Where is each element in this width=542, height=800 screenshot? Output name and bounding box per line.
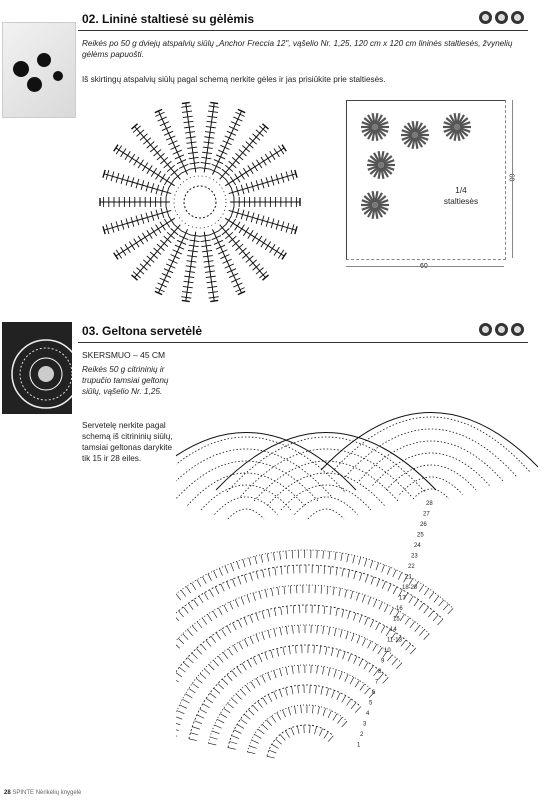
petal bbox=[100, 197, 170, 207]
petal bbox=[181, 231, 201, 302]
fan-loop bbox=[281, 485, 371, 510]
fan-loop bbox=[413, 489, 449, 499]
row-number: 21 bbox=[405, 574, 412, 581]
row-number: 24 bbox=[414, 543, 421, 549]
chart-row bbox=[176, 625, 402, 734]
row-number: 5 bbox=[369, 700, 373, 707]
fan-loop bbox=[268, 473, 385, 506]
scheme-caption: staltiesės bbox=[443, 197, 479, 206]
fan-loop bbox=[295, 497, 358, 515]
mini-flower bbox=[367, 151, 395, 179]
row-number: 2 bbox=[360, 732, 364, 738]
petal bbox=[223, 144, 287, 190]
difficulty-icons bbox=[479, 323, 524, 336]
flower-crochet-chart bbox=[90, 95, 310, 310]
petal bbox=[223, 214, 287, 260]
row-number: 11-13 bbox=[387, 637, 402, 644]
footer-source: SPINTE Nėrikėlių knygelė bbox=[12, 790, 82, 796]
page-footer bbox=[4, 790, 81, 796]
row-number: 28 bbox=[426, 501, 433, 507]
mini-flower bbox=[443, 113, 471, 141]
fan-loop bbox=[346, 429, 517, 477]
petal bbox=[103, 206, 173, 235]
row-number: 22 bbox=[408, 564, 415, 570]
petal bbox=[199, 231, 219, 302]
chart-row bbox=[267, 725, 333, 756]
petal bbox=[103, 169, 173, 198]
difficulty-icons bbox=[479, 11, 524, 24]
chart-row bbox=[189, 645, 388, 739]
pattern-02-title: 02. Lininė staltiesė su gėlėmis bbox=[82, 12, 255, 26]
difficulty-icon bbox=[511, 11, 524, 24]
width-dimension-line bbox=[346, 266, 504, 267]
row-number: 18-20 bbox=[402, 585, 418, 591]
doily-instructions: Servetelę nerkite pagal schemą iš citrininių siūlų, tamsiai geltonas darykite tik 15 ir 28 eiles. bbox=[82, 421, 173, 463]
row-number: 6 bbox=[372, 690, 376, 696]
scheme-fraction: 1/4 bbox=[455, 186, 467, 195]
fan-loop bbox=[254, 461, 398, 501]
chart-row bbox=[247, 705, 347, 752]
difficulty-icon bbox=[495, 11, 508, 24]
fan-loop bbox=[228, 509, 264, 519]
doily-materials: Reikės 50 g citrininių ir trupučio tamsiai geltonų siūlų, vąšelio Nr. 1,25. bbox=[82, 365, 169, 396]
fan-edge bbox=[321, 413, 538, 471]
row-number: 25 bbox=[417, 532, 424, 539]
fan-loop bbox=[332, 417, 530, 472]
row-number: 9 bbox=[381, 658, 385, 665]
dim-width: 60 bbox=[420, 263, 428, 270]
row-number: 23 bbox=[411, 553, 418, 560]
row-number: 7 bbox=[375, 679, 379, 686]
row-number: 1 bbox=[357, 742, 361, 749]
petal bbox=[230, 197, 300, 207]
doily-instructions-a bbox=[82, 420, 178, 464]
pattern-02-materials: Reikės po 50 g dviejų atspalvių siūlų „Anchor Freccia 12", vąšelio Nr. 1,25, 120 cm x 120 cm lininės staltiesės, žvynelių gėlėms papuošti. bbox=[82, 39, 513, 59]
flower-tablecloth-photo bbox=[2, 22, 76, 118]
mini-flower bbox=[361, 113, 389, 141]
difficulty-icon bbox=[511, 323, 524, 336]
mini-flower bbox=[401, 121, 429, 149]
petal bbox=[181, 102, 201, 173]
petal bbox=[113, 144, 177, 190]
doily-size: SKERSMUO – 45 CM bbox=[82, 350, 166, 360]
pattern-03-title: 03. Geltona servetėlė bbox=[82, 324, 203, 338]
row-number: 3 bbox=[363, 721, 367, 728]
pattern-03-header bbox=[78, 322, 528, 343]
fan-loop bbox=[308, 509, 344, 519]
fan-loop bbox=[188, 473, 305, 506]
fan-loop bbox=[400, 477, 463, 495]
fan-loop bbox=[215, 497, 278, 515]
row-number: 15 bbox=[393, 616, 400, 623]
flower-placement bbox=[347, 101, 505, 259]
fan-loop bbox=[176, 449, 332, 497]
doily-photo-art bbox=[2, 322, 72, 414]
row-number: 10 bbox=[384, 648, 391, 654]
row-number: 26 bbox=[420, 522, 427, 528]
pattern-02-header bbox=[78, 10, 528, 31]
difficulty-icon bbox=[479, 11, 492, 24]
petal bbox=[199, 102, 219, 173]
dim-height: 60 bbox=[507, 173, 515, 182]
page-number: 28 bbox=[4, 790, 11, 796]
row-number: 4 bbox=[366, 711, 370, 717]
fan-loop bbox=[201, 485, 291, 510]
petal bbox=[227, 206, 297, 235]
row-number: 14 bbox=[390, 627, 397, 633]
fan-loop bbox=[386, 465, 476, 490]
tablecloth-quarter-scheme bbox=[346, 100, 506, 260]
doily-crochet-chart bbox=[176, 365, 538, 777]
petal bbox=[113, 214, 177, 260]
fan-loop bbox=[373, 453, 490, 486]
difficulty-icon bbox=[495, 323, 508, 336]
mini-flower bbox=[361, 191, 389, 219]
row-number: 17 bbox=[399, 595, 406, 602]
chart-row bbox=[176, 585, 429, 726]
yellow-doily-photo bbox=[2, 322, 72, 414]
pattern-02-instructions: Iš skirtingų atspalvių siūlų pagal schemą nerkite gėles ir jas prisiūkite prie staltiesės. bbox=[82, 75, 386, 84]
fan-loop bbox=[176, 437, 345, 492]
petal bbox=[227, 169, 297, 198]
row-number: 8 bbox=[378, 669, 382, 675]
height-dimension-line bbox=[512, 100, 513, 258]
difficulty-icon bbox=[479, 323, 492, 336]
row-number: 16 bbox=[396, 606, 403, 612]
row-number: 27 bbox=[423, 511, 430, 518]
